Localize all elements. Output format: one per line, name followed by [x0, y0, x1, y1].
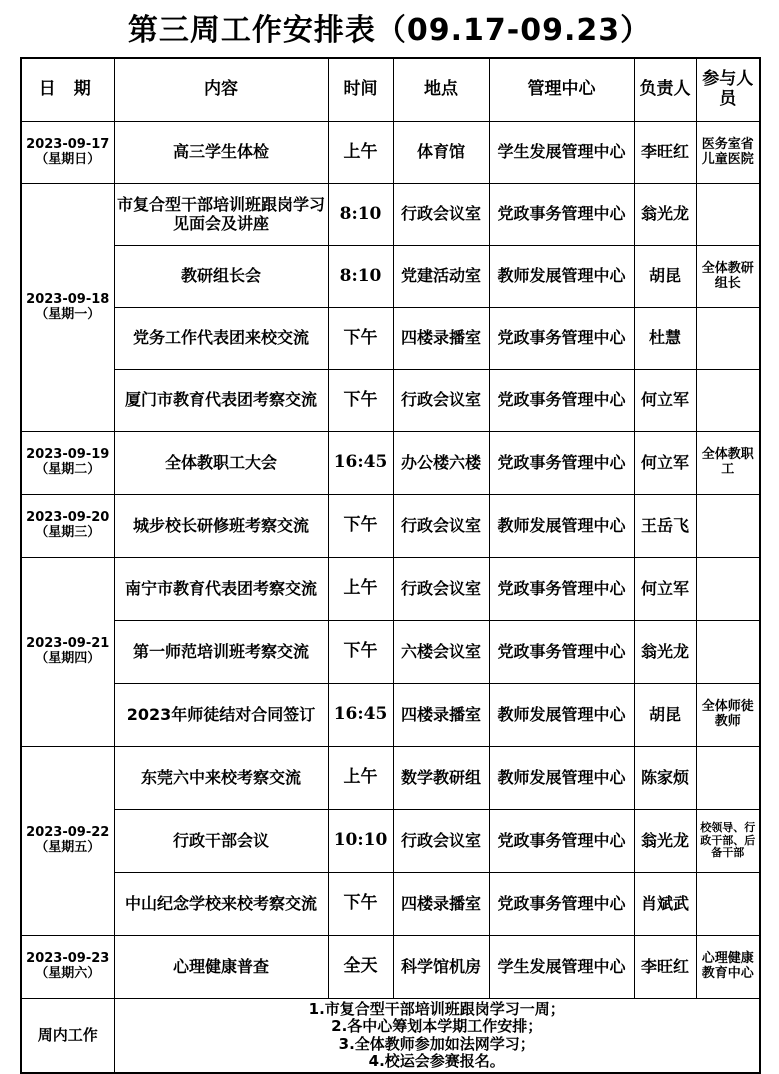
place-cell: 四楼录播室: [393, 873, 489, 936]
time-cell: 全天: [328, 936, 393, 999]
date-value: 2023-09-17: [26, 136, 110, 152]
column-header-date: 日 期: [21, 58, 114, 122]
center-cell: 教师发展管理中心: [489, 495, 634, 558]
owner-cell: 何立军: [634, 370, 696, 432]
center-cell: 党政事务管理中心: [489, 432, 634, 495]
table-header: [21, 58, 760, 122]
time-cell: 10:10: [328, 810, 393, 873]
column-header-content: 内容: [114, 58, 328, 122]
weekday-value: （星期二）: [35, 462, 101, 477]
table-row: [21, 495, 760, 558]
date-cell: [21, 936, 114, 999]
weekly-tasks-body: [114, 999, 760, 1074]
weekly-task-item: 4.校运会参赛报名。: [368, 1051, 505, 1070]
participants-cell: 全体师徒教师: [696, 684, 760, 747]
weekly-tasks-label: 周内工作: [21, 999, 114, 1074]
weekly-task-item: 3.全体教师参加如法网学习；: [338, 1034, 535, 1053]
place-cell: 行政会议室: [393, 184, 489, 246]
place-cell: 党建活动室: [393, 246, 489, 308]
column-header-participants: 参与人员: [696, 58, 760, 122]
content-cell: 厦门市教育代表团考察交流: [114, 370, 328, 432]
time-cell: 上午: [328, 558, 393, 621]
table-row: [21, 122, 760, 184]
date-value: 2023-09-21: [26, 636, 110, 652]
content-cell: 市复合型干部培训班跟岗学习见面会及讲座: [114, 184, 328, 246]
table-row: [21, 246, 760, 308]
weekday-value: （星期五）: [35, 840, 101, 855]
center-cell: 教师发展管理中心: [489, 747, 634, 810]
content-cell: 第一师范培训班考察交流: [114, 621, 328, 684]
content-cell: 城步校长研修班考察交流: [114, 495, 328, 558]
time-cell: 下午: [328, 873, 393, 936]
table-row: [21, 684, 760, 747]
time-cell: 16:45: [328, 684, 393, 747]
time-cell: 16:45: [328, 432, 393, 495]
center-cell: 学生发展管理中心: [489, 936, 634, 999]
participants-cell: [696, 495, 760, 558]
content-cell: 全体教职工大会: [114, 432, 328, 495]
table-row: [21, 432, 760, 495]
participants-cell: [696, 621, 760, 684]
time-cell: 下午: [328, 370, 393, 432]
owner-cell: 翁光龙: [634, 184, 696, 246]
center-cell: 党政事务管理中心: [489, 873, 634, 936]
owner-cell: 翁光龙: [634, 621, 696, 684]
center-cell: 学生发展管理中心: [489, 122, 634, 184]
participants-cell: 心理健康教育中心: [696, 936, 760, 999]
column-header-center: 管理中心: [489, 58, 634, 122]
table-row: [21, 308, 760, 370]
content-cell: 南宁市教育代表团考察交流: [114, 558, 328, 621]
owner-cell: 李旺红: [634, 122, 696, 184]
table-row: [21, 370, 760, 432]
place-cell: 行政会议室: [393, 810, 489, 873]
weekday-value: （星期一）: [35, 306, 101, 322]
content-cell: 党务工作代表团来校交流: [114, 308, 328, 370]
center-cell: 党政事务管理中心: [489, 370, 634, 432]
content-cell: 教研组长会: [114, 246, 328, 308]
owner-cell: 王岳飞: [634, 495, 696, 558]
header-row: [21, 58, 760, 122]
weekday-value: （星期六）: [35, 966, 101, 981]
table-row: [21, 747, 760, 810]
owner-cell: 胡昆: [634, 684, 696, 747]
column-header-place: 地点: [393, 58, 489, 122]
weekday-value: （星期四）: [35, 651, 101, 666]
date-cell: [21, 747, 114, 936]
center-cell: 教师发展管理中心: [489, 684, 634, 747]
page-title: 第三周工作安排表（09.17-09.23）: [127, 13, 652, 48]
place-cell: 办公楼六楼: [393, 432, 489, 495]
content-cell: 高三学生体检: [114, 122, 328, 184]
participants-cell: 全体教研组长: [696, 246, 760, 308]
weekday-value: （星期日）: [35, 151, 101, 167]
center-cell: 党政事务管理中心: [489, 558, 634, 621]
table-row: [21, 936, 760, 999]
place-cell: 数学教研组: [393, 747, 489, 810]
date-cell: [21, 432, 114, 495]
date-cell: [21, 184, 114, 432]
owner-cell: 肖斌武: [634, 873, 696, 936]
center-cell: 党政事务管理中心: [489, 308, 634, 370]
table-row: [21, 810, 760, 873]
content-cell: 东莞六中来校考察交流: [114, 747, 328, 810]
table-row: [21, 873, 760, 936]
column-header-owner: 负责人: [634, 58, 696, 122]
owner-cell: 杜慧: [634, 308, 696, 370]
time-cell: 下午: [328, 621, 393, 684]
participants-cell: [696, 747, 760, 810]
owner-cell: 何立军: [634, 558, 696, 621]
time-cell: 上午: [328, 747, 393, 810]
date-cell: [21, 122, 114, 184]
time-cell: 8:10: [328, 184, 393, 246]
owner-cell: 翁光龙: [634, 810, 696, 873]
owner-cell: 李旺红: [634, 936, 696, 999]
weekday-value: （星期三）: [35, 525, 101, 540]
date-value: 2023-09-22: [26, 825, 110, 841]
participants-cell: 校领导、行政干部、后备干部: [696, 810, 760, 873]
center-cell: 党政事务管理中心: [489, 621, 634, 684]
participants-cell: [696, 558, 760, 621]
date-value: 2023-09-23: [26, 951, 110, 967]
participants-cell: [696, 370, 760, 432]
place-cell: 六楼会议室: [393, 621, 489, 684]
content-cell: 中山纪念学校来校考察交流: [114, 873, 328, 936]
place-cell: 体育馆: [393, 122, 489, 184]
content-cell: 心理健康普查: [114, 936, 328, 999]
content-cell: 行政干部会议: [114, 810, 328, 873]
place-cell: 行政会议室: [393, 370, 489, 432]
place-cell: 行政会议室: [393, 558, 489, 621]
table-body: [21, 122, 760, 1074]
place-cell: 行政会议室: [393, 495, 489, 558]
table-row: [21, 621, 760, 684]
time-cell: 下午: [328, 495, 393, 558]
place-cell: 四楼录播室: [393, 308, 489, 370]
time-cell: 8:10: [328, 246, 393, 308]
content-cell: 2023年师徒结对合同签订: [114, 684, 328, 747]
owner-cell: 陈家烦: [634, 747, 696, 810]
owner-cell: 何立军: [634, 432, 696, 495]
date-value: 2023-09-19: [26, 447, 110, 463]
weekly-tasks-row: [21, 999, 760, 1074]
participants-cell: 医务室省儿童医院: [696, 122, 760, 184]
date-cell: [21, 558, 114, 747]
table-row: [21, 184, 760, 246]
table-row: [21, 558, 760, 621]
center-cell: 党政事务管理中心: [489, 810, 634, 873]
date-cell: [21, 495, 114, 558]
participants-cell: [696, 184, 760, 246]
time-cell: 下午: [328, 308, 393, 370]
place-cell: 科学馆机房: [393, 936, 489, 999]
date-value: 2023-09-20: [26, 510, 110, 526]
place-cell: 四楼录播室: [393, 684, 489, 747]
date-value: 2023-09-18: [26, 291, 110, 307]
weekly-schedule-table: [20, 57, 761, 1074]
participants-cell: [696, 308, 760, 370]
participants-cell: [696, 873, 760, 936]
participants-cell: 全体教职工: [696, 432, 760, 495]
owner-cell: 胡昆: [634, 246, 696, 308]
time-cell: 上午: [328, 122, 393, 184]
center-cell: 党政事务管理中心: [489, 184, 634, 246]
weekly-task-item: 1.市复合型干部培训班跟岗学习一周；: [308, 1000, 565, 1018]
weekly-task-item: 2.各中心筹划本学期工作安排；: [331, 1017, 543, 1036]
center-cell: 教师发展管理中心: [489, 246, 634, 308]
column-header-time: 时间: [328, 58, 393, 122]
